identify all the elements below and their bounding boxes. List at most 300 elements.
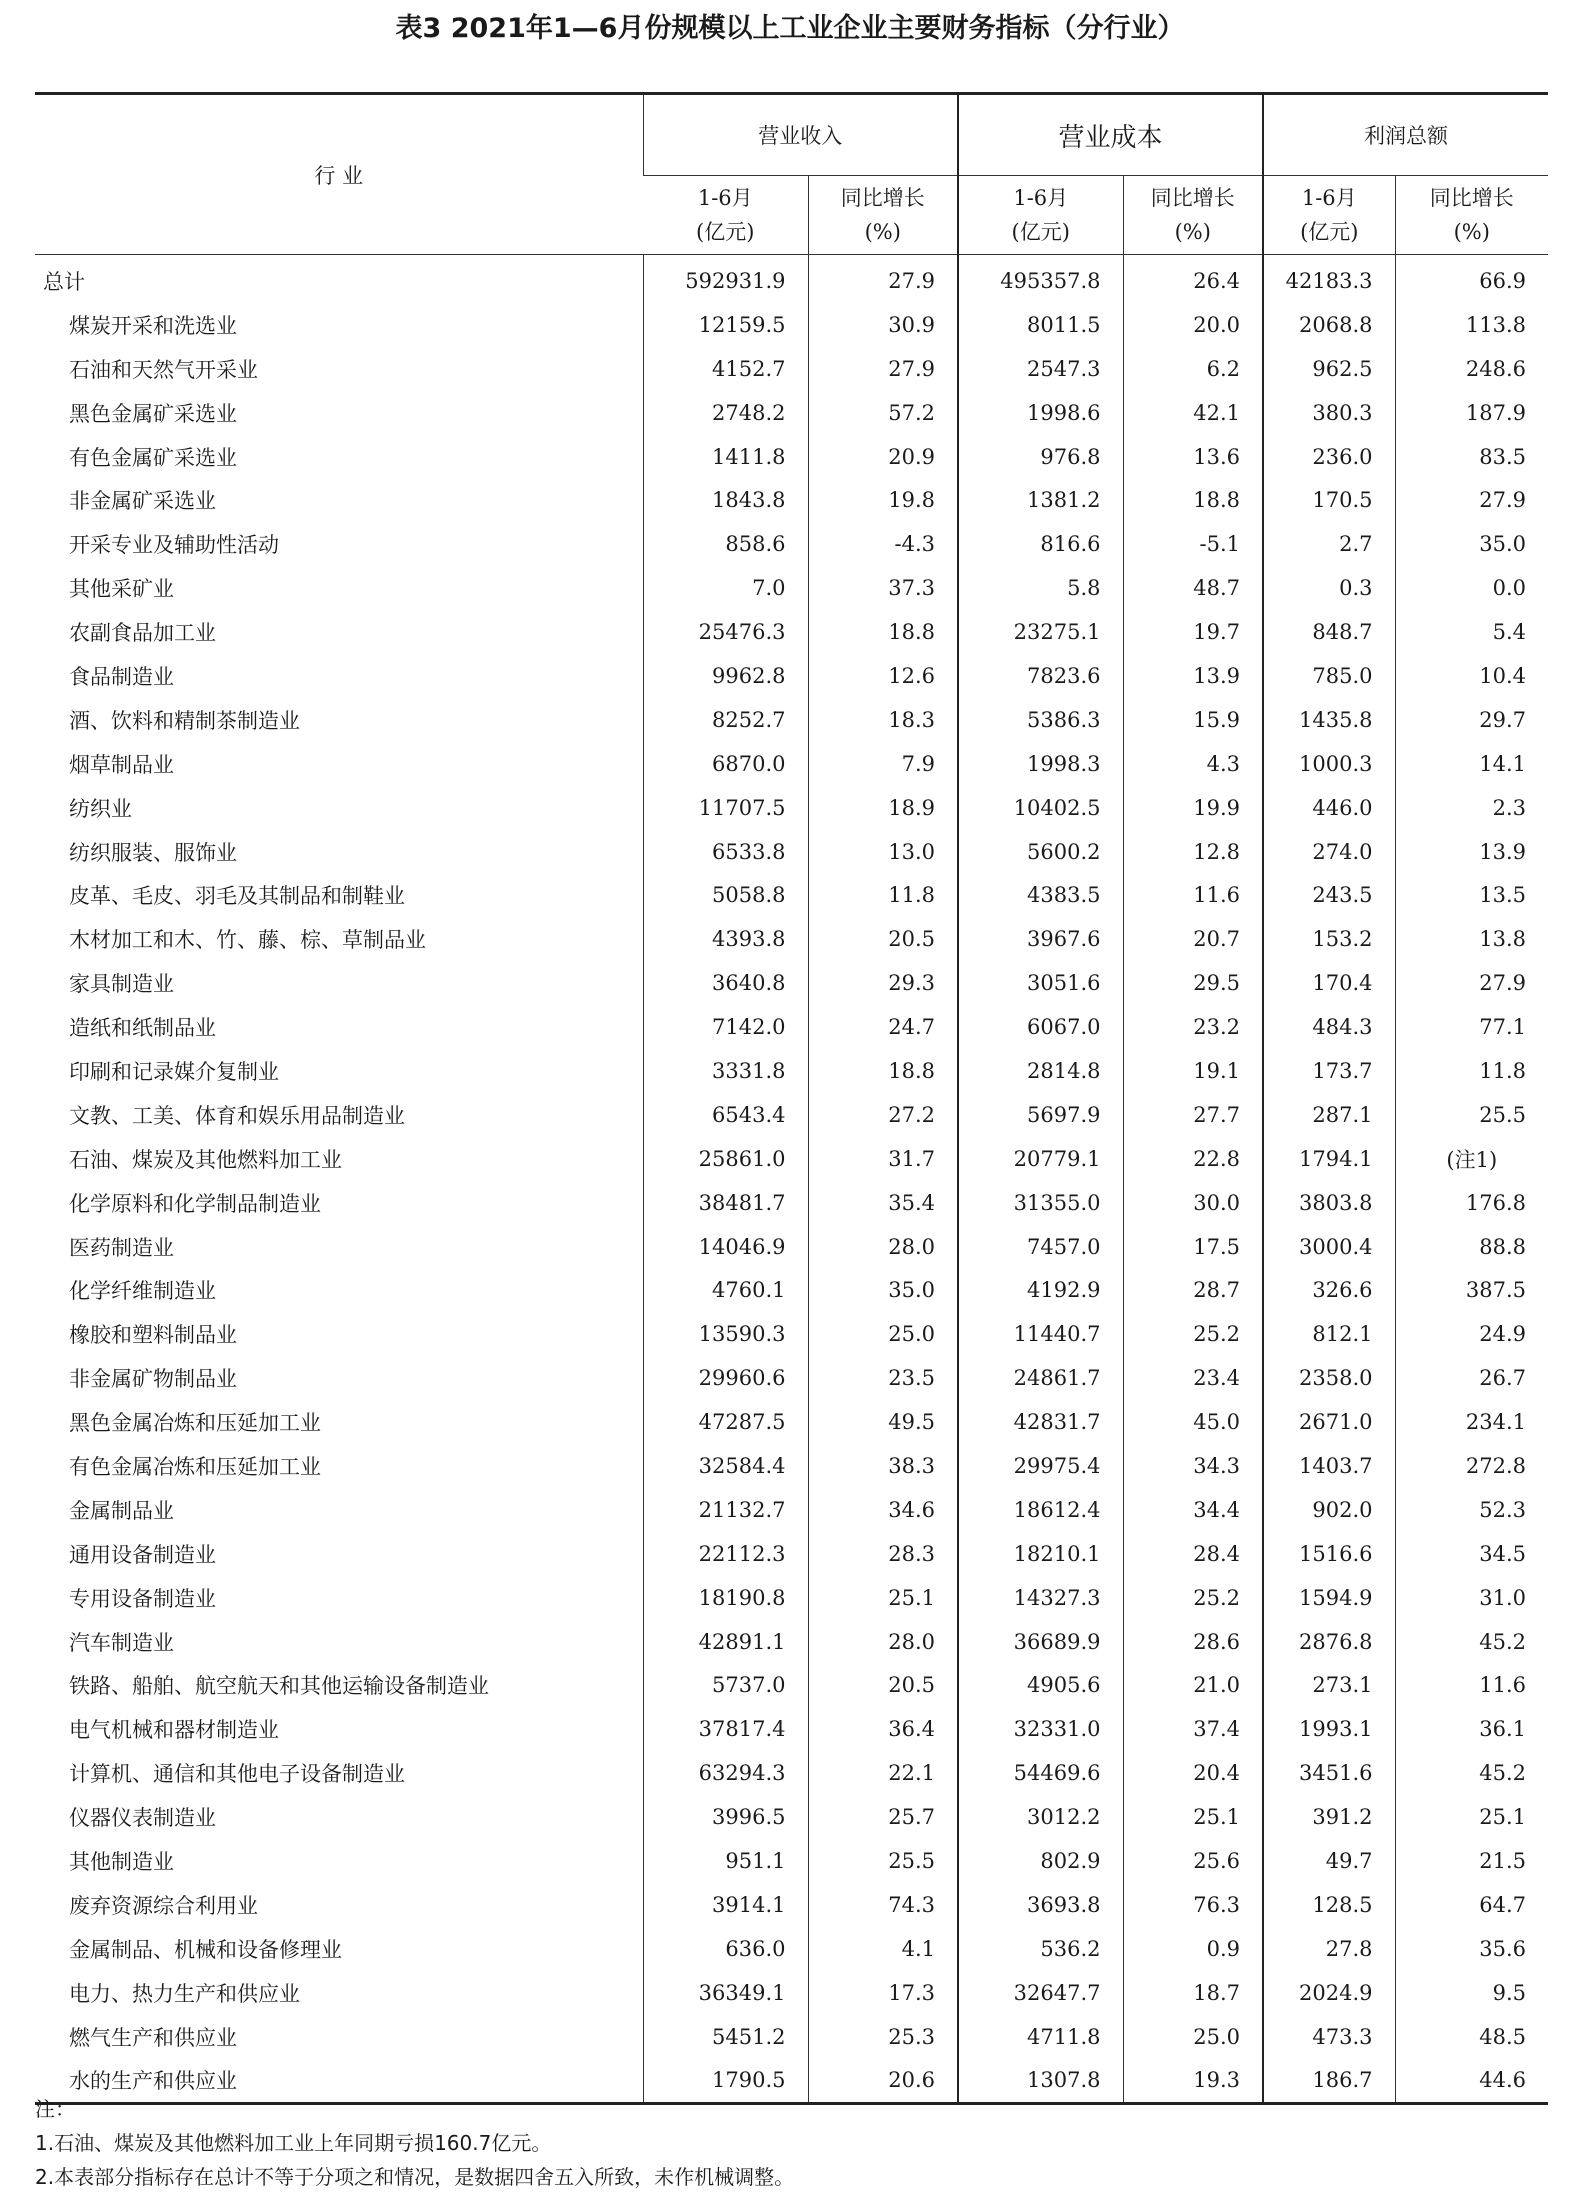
table-row bbox=[35, 1532, 1548, 1576]
industry-name: 纺织业 bbox=[69, 796, 132, 821]
revenue-value: 5451.2 bbox=[643, 2015, 808, 2059]
cost-growth: 25.2 bbox=[1123, 1312, 1263, 1356]
profit-growth: 13.5 bbox=[1395, 873, 1548, 917]
profit-value: 2.7 bbox=[1263, 522, 1395, 566]
table-row bbox=[35, 873, 1548, 917]
financial-indicators-table bbox=[35, 92, 1548, 2105]
table-row bbox=[35, 1400, 1548, 1444]
profit-growth: 48.5 bbox=[1395, 2015, 1548, 2059]
revenue-growth: 28.3 bbox=[808, 1532, 958, 1576]
revenue-value: 951.1 bbox=[643, 1839, 808, 1883]
cost-growth: 11.6 bbox=[1123, 873, 1263, 917]
revenue-growth: 27.2 bbox=[808, 1093, 958, 1137]
cost-value: 2814.8 bbox=[958, 1049, 1123, 1093]
profit-growth: 11.6 bbox=[1395, 1664, 1548, 1708]
profit-value: 2358.0 bbox=[1263, 1356, 1395, 1400]
table-row bbox=[35, 742, 1548, 786]
cost-growth: 25.0 bbox=[1123, 2015, 1263, 2059]
industry-name: 家具制造业 bbox=[69, 972, 174, 997]
industry-name: 水的生产和供应业 bbox=[35, 2059, 643, 2104]
cost-value: 14327.3 bbox=[958, 1576, 1123, 1620]
profit-value: 2671.0 bbox=[1263, 1400, 1395, 1444]
table-row bbox=[35, 1093, 1548, 1137]
cost-growth: 18.8 bbox=[1123, 478, 1263, 522]
profit-value: 1794.1 bbox=[1263, 1137, 1395, 1181]
industry-name: 煤炭开采和洗选业 bbox=[69, 313, 237, 338]
revenue-value: 5058.8 bbox=[643, 873, 808, 917]
cost-growth: 25.1 bbox=[1123, 1795, 1263, 1839]
profit-value: 243.5 bbox=[1263, 873, 1395, 917]
revenue-growth: 31.7 bbox=[808, 1137, 958, 1181]
industry-name: 黑色金属冶炼和压延加工业 bbox=[69, 1411, 321, 1436]
industry-name: 非金属矿物制品业 bbox=[69, 1367, 237, 1392]
profit-value: 1435.8 bbox=[1263, 698, 1395, 742]
cost-growth: 19.7 bbox=[1123, 610, 1263, 654]
profit-value: 2068.8 bbox=[1263, 303, 1395, 347]
revenue-value: 5737.0 bbox=[643, 1664, 808, 1708]
table-row bbox=[35, 610, 1548, 654]
cost-value: 4383.5 bbox=[958, 873, 1123, 917]
revenue-value: 858.6 bbox=[643, 522, 808, 566]
revenue-value: 2748.2 bbox=[643, 391, 808, 435]
profit-growth: 234.1 bbox=[1395, 1400, 1548, 1444]
cost-value: 802.9 bbox=[958, 1839, 1123, 1883]
profit-value: 1594.9 bbox=[1263, 1576, 1395, 1620]
revenue-growth: 20.9 bbox=[808, 435, 958, 479]
profit-value: 153.2 bbox=[1263, 917, 1395, 961]
cost-growth: 28.4 bbox=[1123, 1532, 1263, 1576]
cost-value: 29975.4 bbox=[958, 1444, 1123, 1488]
cost-growth: 13.6 bbox=[1123, 435, 1263, 479]
profit-growth: 88.8 bbox=[1395, 1225, 1548, 1269]
profit-growth: 176.8 bbox=[1395, 1181, 1548, 1225]
total-row bbox=[35, 255, 1548, 303]
profit-value: 1403.7 bbox=[1263, 1444, 1395, 1488]
profit-growth: 13.8 bbox=[1395, 917, 1548, 961]
profit-growth: 113.8 bbox=[1395, 303, 1548, 347]
profit-growth: 66.9 bbox=[1395, 255, 1548, 303]
revenue-growth: 7.9 bbox=[808, 742, 958, 786]
cost-growth: 19.9 bbox=[1123, 786, 1263, 830]
table-row bbox=[35, 566, 1548, 610]
table-row bbox=[35, 1356, 1548, 1400]
revenue-growth: 22.1 bbox=[808, 1751, 958, 1795]
revenue-growth: 28.0 bbox=[808, 1620, 958, 1664]
cost-growth: 0.9 bbox=[1123, 1927, 1263, 1971]
cost-value: 5386.3 bbox=[958, 698, 1123, 742]
cost-value: 31355.0 bbox=[958, 1181, 1123, 1225]
cost-growth: 18.7 bbox=[1123, 1971, 1263, 2015]
cost-value: 32331.0 bbox=[958, 1707, 1123, 1751]
profit-growth: 83.5 bbox=[1395, 435, 1548, 479]
cost-value: 2547.3 bbox=[958, 347, 1123, 391]
revenue-growth: 38.3 bbox=[808, 1444, 958, 1488]
table-row bbox=[35, 830, 1548, 874]
table-row bbox=[35, 1883, 1548, 1927]
revenue-value: 7.0 bbox=[643, 566, 808, 610]
revenue-growth: 37.3 bbox=[808, 566, 958, 610]
revenue-growth: 29.3 bbox=[808, 961, 958, 1005]
profit-value: 3000.4 bbox=[1263, 1225, 1395, 1269]
industry-name: 金属制品、机械和设备修理业 bbox=[69, 1937, 342, 1962]
table-row bbox=[35, 1049, 1548, 1093]
profit-growth: 26.7 bbox=[1395, 1356, 1548, 1400]
profit-value: 326.6 bbox=[1263, 1268, 1395, 1312]
profit-period-header: 1-6月 (亿元) bbox=[1263, 176, 1395, 255]
cost-header: 营业成本 bbox=[958, 94, 1263, 176]
revenue-growth: 30.9 bbox=[808, 303, 958, 347]
profit-growth: 45.2 bbox=[1395, 1620, 1548, 1664]
revenue-period-header: 1-6月 (亿元) bbox=[643, 176, 808, 255]
profit-growth: 27.9 bbox=[1395, 478, 1548, 522]
profit-growth: 2.3 bbox=[1395, 786, 1548, 830]
profit-growth: 14.1 bbox=[1395, 742, 1548, 786]
cost-value: 24861.7 bbox=[958, 1356, 1123, 1400]
industry-name: 有色金属矿采选业 bbox=[69, 445, 237, 470]
industry-name: 铁路、船舶、航空航天和其他运输设备制造业 bbox=[69, 1674, 489, 1699]
industry-name: 农副食品加工业 bbox=[69, 621, 216, 646]
profit-value: 236.0 bbox=[1263, 435, 1395, 479]
revenue-growth: 18.3 bbox=[808, 698, 958, 742]
revenue-header: 营业收入 bbox=[643, 94, 958, 176]
profit-value: 42183.3 bbox=[1263, 255, 1395, 303]
revenue-value: 36349.1 bbox=[643, 1971, 808, 2015]
cost-growth: 26.4 bbox=[1123, 255, 1263, 303]
profit-growth: 36.1 bbox=[1395, 1707, 1548, 1751]
profit-value: 2876.8 bbox=[1263, 1620, 1395, 1664]
revenue-growth: 34.6 bbox=[808, 1488, 958, 1532]
profit-growth: 10.4 bbox=[1395, 654, 1548, 698]
revenue-growth: 35.0 bbox=[808, 1268, 958, 1312]
table-row bbox=[35, 1444, 1548, 1488]
table-row bbox=[35, 1181, 1548, 1225]
table-row bbox=[35, 1664, 1548, 1708]
cost-growth: 25.6 bbox=[1123, 1839, 1263, 1883]
revenue-value: 636.0 bbox=[643, 1927, 808, 1971]
industry-name: 木材加工和木、竹、藤、棕、草制品业 bbox=[69, 928, 426, 953]
table-row bbox=[35, 1576, 1548, 1620]
industry-name: 汽车制造业 bbox=[69, 1630, 174, 1655]
revenue-value: 42891.1 bbox=[643, 1620, 808, 1664]
revenue-value: 1411.8 bbox=[643, 435, 808, 479]
header-row-groups bbox=[35, 94, 1548, 176]
revenue-value: 9962.8 bbox=[643, 654, 808, 698]
industry-name: 造纸和纸制品业 bbox=[69, 1016, 216, 1041]
table-row bbox=[35, 1751, 1548, 1795]
table-row bbox=[35, 1707, 1548, 1751]
industry-name: 燃气生产和供应业 bbox=[69, 2025, 237, 2050]
revenue-value: 18190.8 bbox=[643, 1576, 808, 1620]
industry-header: 行 业 bbox=[35, 94, 643, 255]
cost-growth: 6.2 bbox=[1123, 347, 1263, 391]
industry-name: 文教、工美、体育和娱乐用品制造业 bbox=[69, 1103, 405, 1128]
profit-value: 785.0 bbox=[1263, 654, 1395, 698]
revenue-growth: 27.9 bbox=[808, 255, 958, 303]
cost-growth: 4.3 bbox=[1123, 742, 1263, 786]
cost-value: 495357.8 bbox=[958, 255, 1123, 303]
industry-name: 非金属矿采选业 bbox=[69, 489, 216, 514]
revenue-value: 14046.9 bbox=[643, 1225, 808, 1269]
revenue-value: 37817.4 bbox=[643, 1707, 808, 1751]
revenue-value: 3996.5 bbox=[643, 1795, 808, 1839]
cost-growth: 19.1 bbox=[1123, 1049, 1263, 1093]
revenue-growth: 19.8 bbox=[808, 478, 958, 522]
cost-growth: 12.8 bbox=[1123, 830, 1263, 874]
table-row bbox=[35, 917, 1548, 961]
profit-growth: 272.8 bbox=[1395, 1444, 1548, 1488]
footnotes bbox=[35, 2092, 794, 2194]
industry-name: 印刷和记录媒介复制业 bbox=[69, 1059, 279, 1084]
cost-growth: 23.4 bbox=[1123, 1356, 1263, 1400]
profit-growth: 248.6 bbox=[1395, 347, 1548, 391]
profit-value: 49.7 bbox=[1263, 1839, 1395, 1883]
table-row bbox=[35, 347, 1548, 391]
table-body bbox=[35, 255, 1548, 2104]
revenue-growth: 18.8 bbox=[808, 610, 958, 654]
profit-value: 1993.1 bbox=[1263, 1707, 1395, 1751]
profit-value: 170.5 bbox=[1263, 478, 1395, 522]
footnote-1: 1.石油、煤炭及其他燃料加工业上年同期亏损160.7亿元。 bbox=[35, 2131, 552, 2155]
table-row bbox=[35, 522, 1548, 566]
industry-name: 烟草制品业 bbox=[69, 752, 174, 777]
profit-growth: 5.4 bbox=[1395, 610, 1548, 654]
cost-value: 6067.0 bbox=[958, 1005, 1123, 1049]
cost-growth: 13.9 bbox=[1123, 654, 1263, 698]
table-row bbox=[35, 1927, 1548, 1971]
cost-value: 536.2 bbox=[958, 1927, 1123, 1971]
table-row bbox=[35, 1488, 1548, 1532]
industry-name: 石油、煤炭及其他燃料加工业 bbox=[69, 1147, 342, 1172]
revenue-value: 4393.8 bbox=[643, 917, 808, 961]
cost-value: 3012.2 bbox=[958, 1795, 1123, 1839]
industry-name: 化学原料和化学制品制造业 bbox=[69, 1191, 321, 1216]
cost-growth: 30.0 bbox=[1123, 1181, 1263, 1225]
industry-name: 医药制造业 bbox=[69, 1235, 174, 1260]
footnote-heading: 注： bbox=[35, 2097, 75, 2121]
profit-value: 484.3 bbox=[1263, 1005, 1395, 1049]
revenue-value: 29960.6 bbox=[643, 1356, 808, 1400]
cost-value: 18210.1 bbox=[958, 1532, 1123, 1576]
industry-name: 其他采矿业 bbox=[69, 577, 174, 602]
revenue-value: 4152.7 bbox=[643, 347, 808, 391]
profit-value: 3451.6 bbox=[1263, 1751, 1395, 1795]
industry-name: 橡胶和塑料制品业 bbox=[69, 1323, 237, 1348]
industry-name: 有色金属冶炼和压延加工业 bbox=[69, 1454, 321, 1479]
industry-name: 金属制品业 bbox=[69, 1498, 174, 1523]
revenue-growth: 28.0 bbox=[808, 1225, 958, 1269]
table-row bbox=[35, 1225, 1548, 1269]
revenue-value: 4760.1 bbox=[643, 1268, 808, 1312]
table-row bbox=[35, 1839, 1548, 1883]
revenue-growth: 20.5 bbox=[808, 917, 958, 961]
cost-value: 1381.2 bbox=[958, 478, 1123, 522]
profit-value: 173.7 bbox=[1263, 1049, 1395, 1093]
cost-value: 1307.8 bbox=[958, 2059, 1123, 2104]
revenue-value: 7142.0 bbox=[643, 1005, 808, 1049]
profit-growth: 45.2 bbox=[1395, 1751, 1548, 1795]
industry-name: 电力、热力生产和供应业 bbox=[69, 1981, 300, 2006]
profit-growth-header: 同比增长 (%) bbox=[1395, 176, 1548, 255]
industry-name: 专用设备制造业 bbox=[69, 1586, 216, 1611]
profit-growth: 11.8 bbox=[1395, 1049, 1548, 1093]
cost-value: 3693.8 bbox=[958, 1883, 1123, 1927]
profit-growth: 13.9 bbox=[1395, 830, 1548, 874]
profit-value: 274.0 bbox=[1263, 830, 1395, 874]
revenue-growth: 23.5 bbox=[808, 1356, 958, 1400]
revenue-value: 8252.7 bbox=[643, 698, 808, 742]
revenue-value: 22112.3 bbox=[643, 1532, 808, 1576]
profit-growth: 0.0 bbox=[1395, 566, 1548, 610]
profit-value: 0.3 bbox=[1263, 566, 1395, 610]
industry-name: 通用设备制造业 bbox=[69, 1542, 216, 1567]
cost-growth: 20.4 bbox=[1123, 1751, 1263, 1795]
revenue-growth: 49.5 bbox=[808, 1400, 958, 1444]
profit-growth: 27.9 bbox=[1395, 961, 1548, 1005]
profit-value: 446.0 bbox=[1263, 786, 1395, 830]
profit-value: 962.5 bbox=[1263, 347, 1395, 391]
cost-growth: 20.7 bbox=[1123, 917, 1263, 961]
profit-value: 1000.3 bbox=[1263, 742, 1395, 786]
cost-value: 7823.6 bbox=[958, 654, 1123, 698]
footnote-2: 2.本表部分指标存在总计不等于分项之和情况，是数据四舍五入所致，未作机械调整。 bbox=[35, 2165, 795, 2189]
profit-growth: 21.5 bbox=[1395, 1839, 1548, 1883]
revenue-growth: 25.1 bbox=[808, 1576, 958, 1620]
profit-growth: 25.5 bbox=[1395, 1093, 1548, 1137]
cost-value: 20779.1 bbox=[958, 1137, 1123, 1181]
revenue-growth-header: 同比增长 (%) bbox=[808, 176, 958, 255]
profit-value: 170.4 bbox=[1263, 961, 1395, 1005]
industry-name: 电气机械和器材制造业 bbox=[69, 1718, 279, 1743]
cost-growth: 34.4 bbox=[1123, 1488, 1263, 1532]
table-row bbox=[35, 1312, 1548, 1356]
revenue-growth: 27.9 bbox=[808, 347, 958, 391]
revenue-growth: 20.6 bbox=[808, 2059, 958, 2104]
cost-growth: 34.3 bbox=[1123, 1444, 1263, 1488]
industry-name: 总计 bbox=[43, 269, 85, 294]
industry-name: 开采专业及辅助性活动 bbox=[69, 533, 279, 558]
table-row bbox=[35, 698, 1548, 742]
table-title: 表3 2021年1—6月份规模以上工业企业主要财务指标（分行业） bbox=[395, 13, 1185, 44]
cost-growth: 48.7 bbox=[1123, 566, 1263, 610]
profit-value: 287.1 bbox=[1263, 1093, 1395, 1137]
cost-value: 1998.3 bbox=[958, 742, 1123, 786]
table-row bbox=[35, 786, 1548, 830]
profit-growth: 77.1 bbox=[1395, 1005, 1548, 1049]
revenue-value: 11707.5 bbox=[643, 786, 808, 830]
cost-value: 23275.1 bbox=[958, 610, 1123, 654]
revenue-value: 6533.8 bbox=[643, 830, 808, 874]
cost-value: 4905.6 bbox=[958, 1664, 1123, 1708]
profit-value: 128.5 bbox=[1263, 1883, 1395, 1927]
revenue-value: 3914.1 bbox=[643, 1883, 808, 1927]
cost-value: 18612.4 bbox=[958, 1488, 1123, 1532]
table-row bbox=[35, 1268, 1548, 1312]
cost-growth: 28.6 bbox=[1123, 1620, 1263, 1664]
profit-growth: 24.9 bbox=[1395, 1312, 1548, 1356]
cost-growth-header: 同比增长 (%) bbox=[1123, 176, 1263, 255]
profit-growth: 31.0 bbox=[1395, 1576, 1548, 1620]
cost-value: 5697.9 bbox=[958, 1093, 1123, 1137]
revenue-value: 6870.0 bbox=[643, 742, 808, 786]
revenue-growth: 25.5 bbox=[808, 1839, 958, 1883]
cost-value: 54469.6 bbox=[958, 1751, 1123, 1795]
cost-value: 1998.6 bbox=[958, 391, 1123, 435]
cost-growth: 19.3 bbox=[1123, 2059, 1263, 2104]
revenue-growth: 25.0 bbox=[808, 1312, 958, 1356]
industry-name: 仪器仪表制造业 bbox=[69, 1806, 216, 1831]
cost-value: 8011.5 bbox=[958, 303, 1123, 347]
table-row bbox=[35, 435, 1548, 479]
profit-header: 利润总额 bbox=[1263, 94, 1548, 176]
cost-growth: 28.7 bbox=[1123, 1268, 1263, 1312]
cost-growth: 37.4 bbox=[1123, 1707, 1263, 1751]
cost-value: 5.8 bbox=[958, 566, 1123, 610]
profit-growth: 187.9 bbox=[1395, 391, 1548, 435]
revenue-value: 592931.9 bbox=[643, 255, 808, 303]
cost-growth: 27.7 bbox=[1123, 1093, 1263, 1137]
profit-growth: 29.7 bbox=[1395, 698, 1548, 742]
revenue-value: 12159.5 bbox=[643, 303, 808, 347]
revenue-growth: 24.7 bbox=[808, 1005, 958, 1049]
profit-value: 902.0 bbox=[1263, 1488, 1395, 1532]
revenue-value: 1843.8 bbox=[643, 478, 808, 522]
table-row bbox=[35, 478, 1548, 522]
revenue-growth: -4.3 bbox=[808, 522, 958, 566]
revenue-growth: 35.4 bbox=[808, 1181, 958, 1225]
revenue-value: 1790.5 bbox=[643, 2059, 808, 2104]
table-row bbox=[35, 961, 1548, 1005]
table-row bbox=[35, 1971, 1548, 2015]
revenue-growth: 18.9 bbox=[808, 786, 958, 830]
revenue-value: 13590.3 bbox=[643, 1312, 808, 1356]
revenue-value: 25476.3 bbox=[643, 610, 808, 654]
profit-growth: 9.5 bbox=[1395, 1971, 1548, 2015]
table-row bbox=[35, 1005, 1548, 1049]
cost-growth: 25.2 bbox=[1123, 1576, 1263, 1620]
profit-value: 812.1 bbox=[1263, 1312, 1395, 1356]
profit-value: 473.3 bbox=[1263, 2015, 1395, 2059]
cost-value: 10402.5 bbox=[958, 786, 1123, 830]
cost-growth: 45.0 bbox=[1123, 1400, 1263, 1444]
cost-value: 32647.7 bbox=[958, 1971, 1123, 2015]
revenue-growth: 25.7 bbox=[808, 1795, 958, 1839]
cost-value: 11440.7 bbox=[958, 1312, 1123, 1356]
revenue-value: 47287.5 bbox=[643, 1400, 808, 1444]
revenue-value: 63294.3 bbox=[643, 1751, 808, 1795]
revenue-growth: 12.6 bbox=[808, 654, 958, 698]
revenue-value: 32584.4 bbox=[643, 1444, 808, 1488]
industry-name: 皮革、毛皮、羽毛及其制品和制鞋业 bbox=[69, 884, 405, 909]
cost-value: 42831.7 bbox=[958, 1400, 1123, 1444]
profit-value: 273.1 bbox=[1263, 1664, 1395, 1708]
cost-value: 4711.8 bbox=[958, 2015, 1123, 2059]
profit-value: 3803.8 bbox=[1263, 1181, 1395, 1225]
cost-value: 5600.2 bbox=[958, 830, 1123, 874]
revenue-growth: 25.3 bbox=[808, 2015, 958, 2059]
cost-value: 4192.9 bbox=[958, 1268, 1123, 1312]
cost-value: 976.8 bbox=[958, 435, 1123, 479]
revenue-value: 3331.8 bbox=[643, 1049, 808, 1093]
profit-value: 186.7 bbox=[1263, 2059, 1395, 2104]
table-row bbox=[35, 1795, 1548, 1839]
table-row bbox=[35, 654, 1548, 698]
revenue-growth: 13.0 bbox=[808, 830, 958, 874]
cost-growth: 20.0 bbox=[1123, 303, 1263, 347]
cost-value: 816.6 bbox=[958, 522, 1123, 566]
cost-growth: -5.1 bbox=[1123, 522, 1263, 566]
profit-value: 2024.9 bbox=[1263, 1971, 1395, 2015]
profit-growth: 25.1 bbox=[1395, 1795, 1548, 1839]
